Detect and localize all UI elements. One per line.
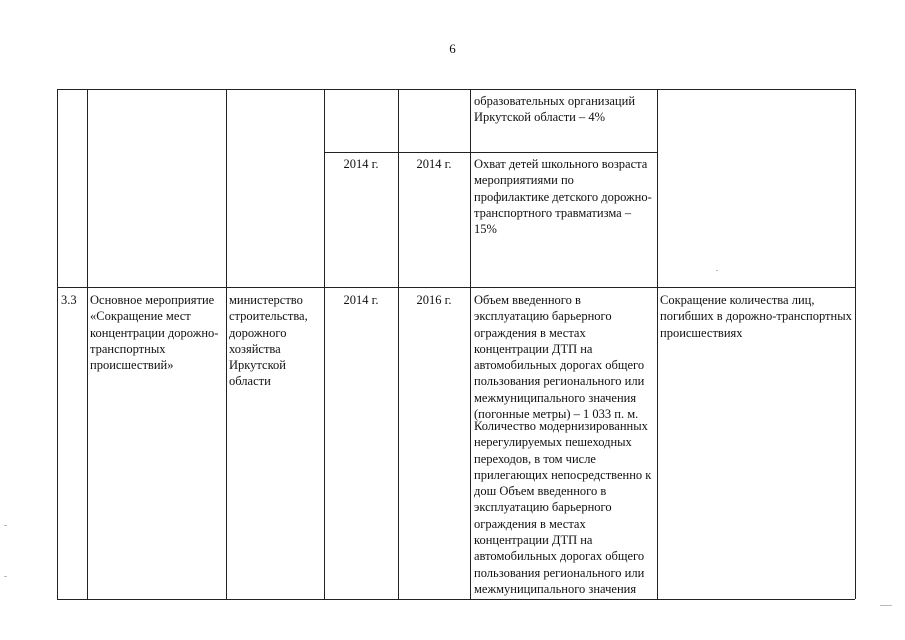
scan-speck: [4, 525, 7, 526]
row-divider: [324, 152, 658, 153]
column-divider: [470, 89, 471, 599]
column-divider: [226, 89, 227, 599]
column-divider: [324, 89, 325, 599]
page-number: 6: [449, 41, 456, 56]
table-right-border: [855, 89, 856, 599]
scan-speck: [4, 576, 7, 577]
indicator-cell: Количество модернизированных нерегулируемых пешеходных переходов, в том числе прилегающих непосредственно к дош Объем введенного в эксплуатацию барьерного ограждения в местах концентрации ДТП на автомобильных дорогах общего пользования регионального или межмуниципального значения: [474, 419, 652, 596]
indicator-cell: Охват детей школьного возраста мероприятиями по профилактике детского дорожно-транспортного травматизма – 15%: [474, 157, 652, 237]
row-number-cell: 3.3: [61, 293, 77, 307]
column-divider: [87, 89, 88, 599]
executor-cell: министерство строительства, дорожного хозяйства Иркутской области: [229, 293, 308, 389]
end-year-cell: 2014 г.: [416, 157, 452, 171]
column-divider: [398, 89, 399, 599]
scan-speck: [880, 605, 892, 606]
row-divider: [57, 287, 855, 288]
scan-speck: [716, 270, 718, 271]
indicator-cell: образовательных организаций Иркутской области – 4%: [474, 94, 636, 125]
column-divider: [657, 89, 658, 599]
table-bottom-border: [57, 599, 855, 600]
end-year-cell: 2016 г.: [416, 293, 452, 307]
indicator-cell: Объем введенного в эксплуатацию барьерного ограждения в местах концентрации ДТП на автомобильных дорогах общего пользования регионального или межмуниципального значения (погонные метры) – 1 033 п. м.: [474, 293, 645, 422]
result-cell: Сокращение количества лиц, погибших в дорожно-транспортных происшествиях: [660, 293, 852, 340]
column-divider: [57, 89, 58, 599]
table-top-border: [57, 89, 855, 90]
activity-cell: Основное мероприятие «Сокращение мест концентрации дорожно-транспортных происшествий»: [90, 293, 219, 373]
start-year-cell: 2014 г.: [343, 293, 379, 307]
start-year-cell: 2014 г.: [343, 157, 379, 171]
